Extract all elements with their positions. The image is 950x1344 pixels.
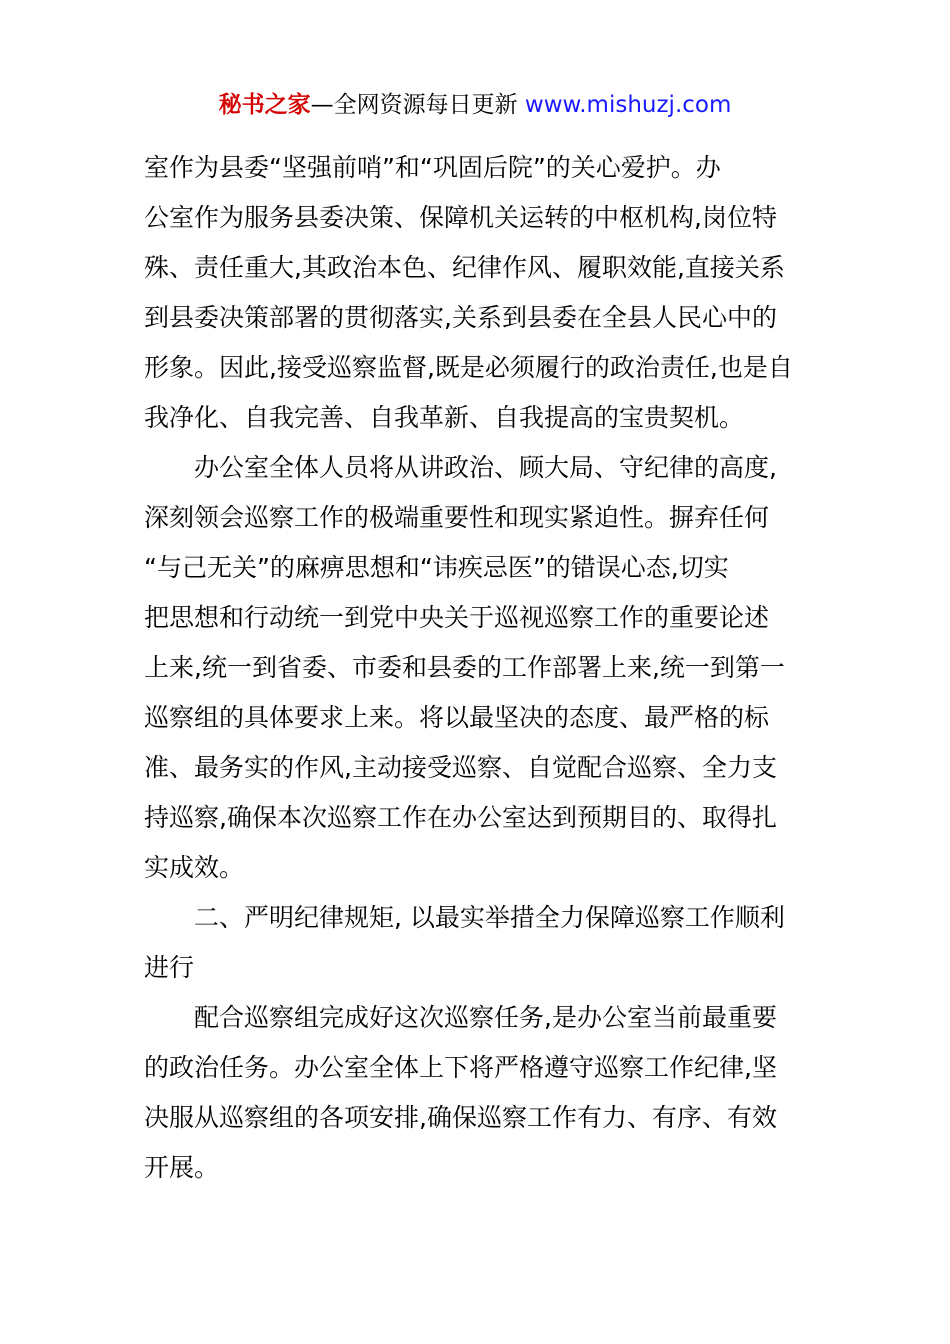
text-line	[144, 793, 816, 843]
line-text: 准、最务实的作风,主动接受巡察、自觉配合巡察、全力支	[144, 753, 777, 782]
line-text: 深刻领会巡察工作的极端重要性和现实紧迫性。摒弃任何	[144, 503, 770, 532]
text-line	[144, 543, 816, 593]
text-line	[144, 243, 816, 293]
line-text: 巡察组的具体要求上来。将以最坚决的态度、最严格的标	[144, 703, 770, 732]
paragraph-first-line	[144, 993, 816, 1043]
line-text: 殊、责任重大,其政治本色、纪律作风、履职效能,直接关系	[144, 253, 785, 282]
line-text: 把思想和行动统一到党中央关于巡视巡察工作的重要论述	[144, 603, 770, 632]
document-body	[144, 143, 816, 1193]
text-line	[144, 1143, 816, 1193]
text-line	[144, 1043, 816, 1093]
text-line	[144, 593, 816, 643]
text-line	[144, 193, 816, 243]
text-line	[144, 293, 816, 343]
text-line	[144, 743, 816, 793]
text-line	[144, 343, 816, 393]
line-text: 室作为县委“坚强前哨”和“巩固后院”的关心爱护。办	[144, 153, 721, 182]
text-line	[144, 643, 816, 693]
brand-name: 秘书之家	[218, 92, 311, 118]
line-text: 决服从巡察组的各项安排,确保巡察工作有力、有序、有效	[144, 1103, 777, 1132]
section-heading-continued	[144, 943, 816, 993]
heading-text: 二、严明纪律规矩, 以最实举措全力保障巡察工作顺利	[194, 903, 785, 932]
line-text: 的政治任务。办公室全体上下将严格遵守巡察工作纪律,坚	[144, 1053, 777, 1082]
line-text: 持巡察,确保本次巡察工作在办公室达到预期目的、取得扎	[144, 803, 777, 832]
line-text: 到县委决策部署的贯彻落实,关系到县委在全县人民心中的	[144, 303, 777, 332]
line-text: 实成效。	[144, 853, 245, 882]
line-text: 办公室全体人员将从讲政治、顾大局、守纪律的高度,	[194, 453, 777, 482]
text-line	[144, 143, 816, 193]
line-text: “与己无关”的麻痹思想和“讳疾忌医”的错误心态,切实	[144, 553, 729, 582]
text-line	[144, 693, 816, 743]
text-line	[144, 493, 816, 543]
text-line	[144, 843, 816, 893]
heading-text: 进行	[144, 953, 195, 982]
line-text: 配合巡察组完成好这次巡察任务,是办公室当前最重要	[194, 1003, 777, 1032]
line-text: 形象。因此,接受巡察监督,既是必须履行的政治责任,也是自	[144, 353, 793, 382]
line-text: 公室作为服务县委决策、保障机关运转的中枢机构,岗位特	[144, 203, 777, 232]
site-url-link[interactable]: www.mishuzj.com	[524, 92, 732, 118]
line-text: 上来,统一到省委、市委和县委的工作部署上来,统一到第一	[144, 653, 785, 682]
header-tagline: —全网资源每日更新	[310, 92, 525, 118]
text-line	[144, 1093, 816, 1143]
line-text: 我净化、自我完善、自我革新、自我提高的宝贵契机。	[144, 403, 745, 432]
text-line	[144, 393, 816, 443]
section-heading	[144, 893, 816, 943]
paragraph-first-line	[144, 443, 816, 493]
line-text: 开展。	[144, 1153, 220, 1182]
page-header	[0, 90, 950, 120]
